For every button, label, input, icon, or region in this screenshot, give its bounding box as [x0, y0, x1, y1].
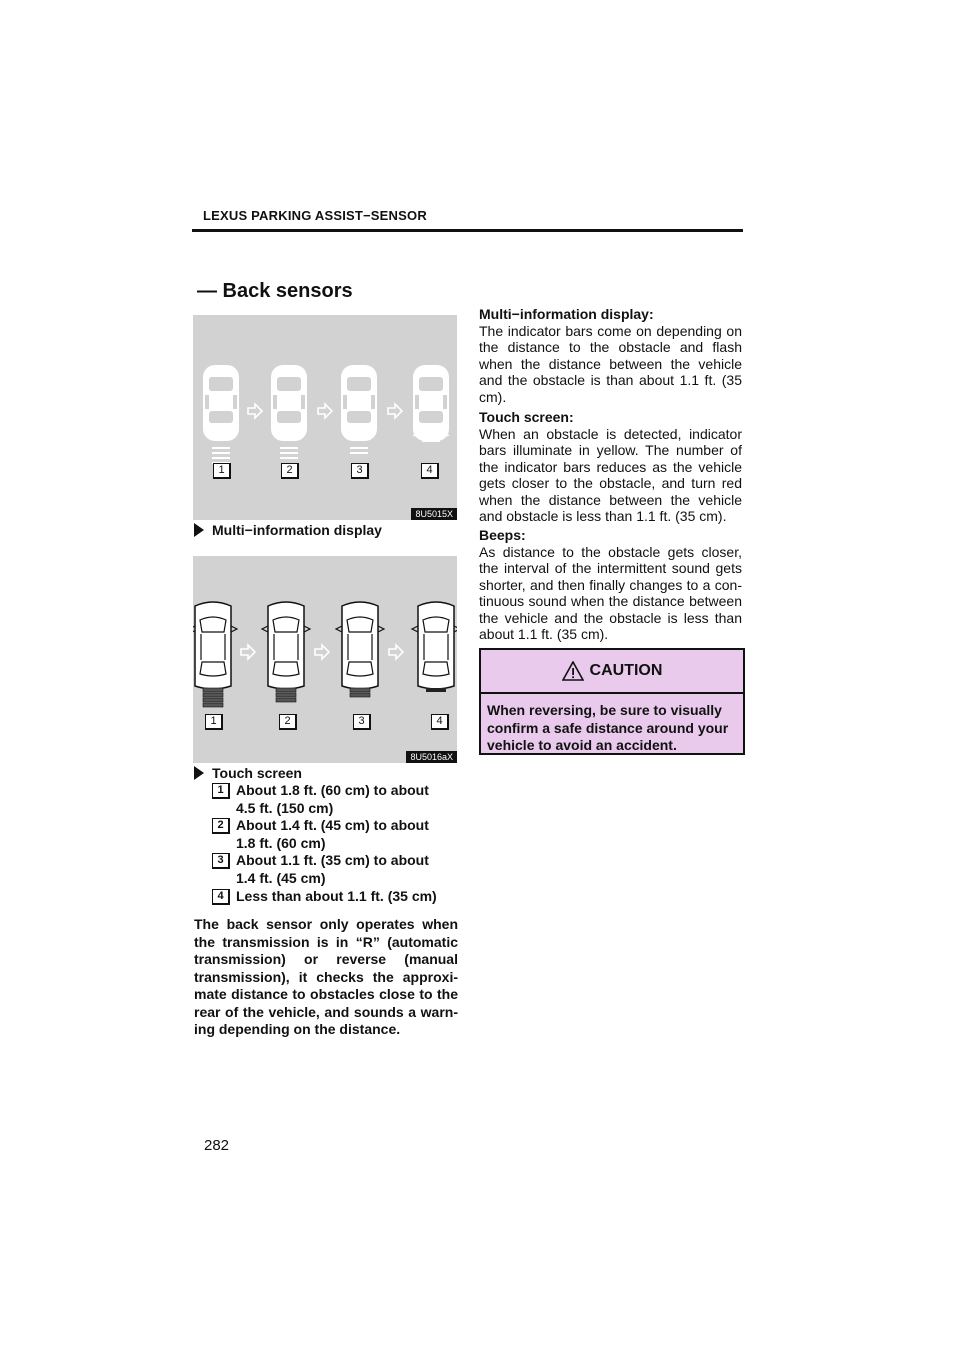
- page-number: 282: [204, 1137, 230, 1154]
- multi-info-display-figure: [193, 315, 457, 520]
- distance-range-list: [212, 782, 472, 905]
- caution-box: [479, 648, 745, 755]
- step-badge: 2: [281, 463, 299, 479]
- arrow-icon: [388, 404, 402, 418]
- step-badge: 1: [205, 714, 223, 730]
- beeps-description: Beeps: As distance to the obstacle gets closer, the interval of the intermittent sound gets shorter, and then finally changes to a con- tinuous sound when the distance between the vehicle and the obstacle is less than about 1.1 ft. (35 cm).: [479, 527, 742, 642]
- figure-caption: Touch screen: [194, 765, 302, 781]
- multi-info-description: Multi−information display: The indicator bars come on depending on the distance to the obstacle and flash when the distance between the vehicle and the obstacle is than about 1.1 ft. (35 cm).: [479, 306, 742, 405]
- car-icon-3: [341, 365, 377, 454]
- list-item: 3 About 1.1 ft. (35 cm) to about 1.4 ft. (45 cm): [212, 852, 472, 887]
- figure-code: 8U5016aX: [406, 751, 457, 763]
- pointer-icon: [194, 523, 204, 537]
- car-outline-icon-1: [193, 602, 237, 707]
- list-item: 4 Less than about 1.1 ft. (35 cm): [212, 888, 472, 906]
- touch-screen-description: Touch screen: When an obstacle is detected, indicator bars illuminate in yellow. The number of the indicator bars reduces as the vehicle gets closer to the obstacle, and turn red when the distance between the vehicle and obstacle is less than 1.1 ft. (35 cm).: [479, 409, 742, 524]
- step-badge: 3: [351, 463, 369, 479]
- warning-triangle-icon: [562, 661, 584, 681]
- step-badge: 4: [431, 714, 449, 730]
- running-header: LEXUS PARKING ASSIST−SENSOR: [203, 208, 427, 223]
- pointer-icon: [194, 766, 204, 780]
- step-badge: 1: [213, 463, 231, 479]
- header-rule: [192, 229, 743, 232]
- touch-screen-figure: [193, 556, 457, 763]
- step-badge: 3: [212, 853, 230, 869]
- figure-caption: Multi−information display: [194, 522, 382, 538]
- car-icon-4: [413, 365, 449, 442]
- caution-text: When reversing, be sure to visually confirm a safe distance around your vehicle to avoid an accident.: [487, 702, 729, 753]
- list-item: 1 About 1.8 ft. (60 cm) to about 4.5 ft. (150 cm): [212, 782, 472, 817]
- caution-header: CAUTION: [481, 650, 743, 694]
- body-paragraph: The back sensor only operates when the transmission is in “R” (automatic transmission) or reverse (manual transmission), it checks the approxi- mate distance to obstacles close to the rear of the vehicle, and sounds a warn- ing depending on the distance.: [194, 916, 458, 1037]
- arrow-icon: [318, 404, 332, 418]
- arrow-icon: [389, 645, 403, 659]
- step-badge: 2: [212, 818, 230, 834]
- car-icon-1: [203, 365, 239, 464]
- car-outline-icon-4: [412, 602, 457, 692]
- step-badge: 2: [279, 714, 297, 730]
- section-title: — Back sensors: [197, 280, 353, 302]
- car-outline-icon-3: [336, 602, 384, 697]
- step-badge: 4: [421, 463, 439, 479]
- step-badge: 3: [353, 714, 371, 730]
- arrow-icon: [248, 404, 262, 418]
- arrow-icon: [241, 645, 255, 659]
- figure-code: 8U5015X: [411, 508, 457, 520]
- step-badge: 1: [212, 783, 230, 799]
- arrow-icon: [315, 645, 329, 659]
- car-icon-2: [271, 365, 307, 459]
- step-badge: 4: [212, 889, 230, 905]
- car-outline-icon-2: [262, 602, 310, 702]
- list-item: 2 About 1.4 ft. (45 cm) to about 1.8 ft. (60 cm): [212, 817, 472, 852]
